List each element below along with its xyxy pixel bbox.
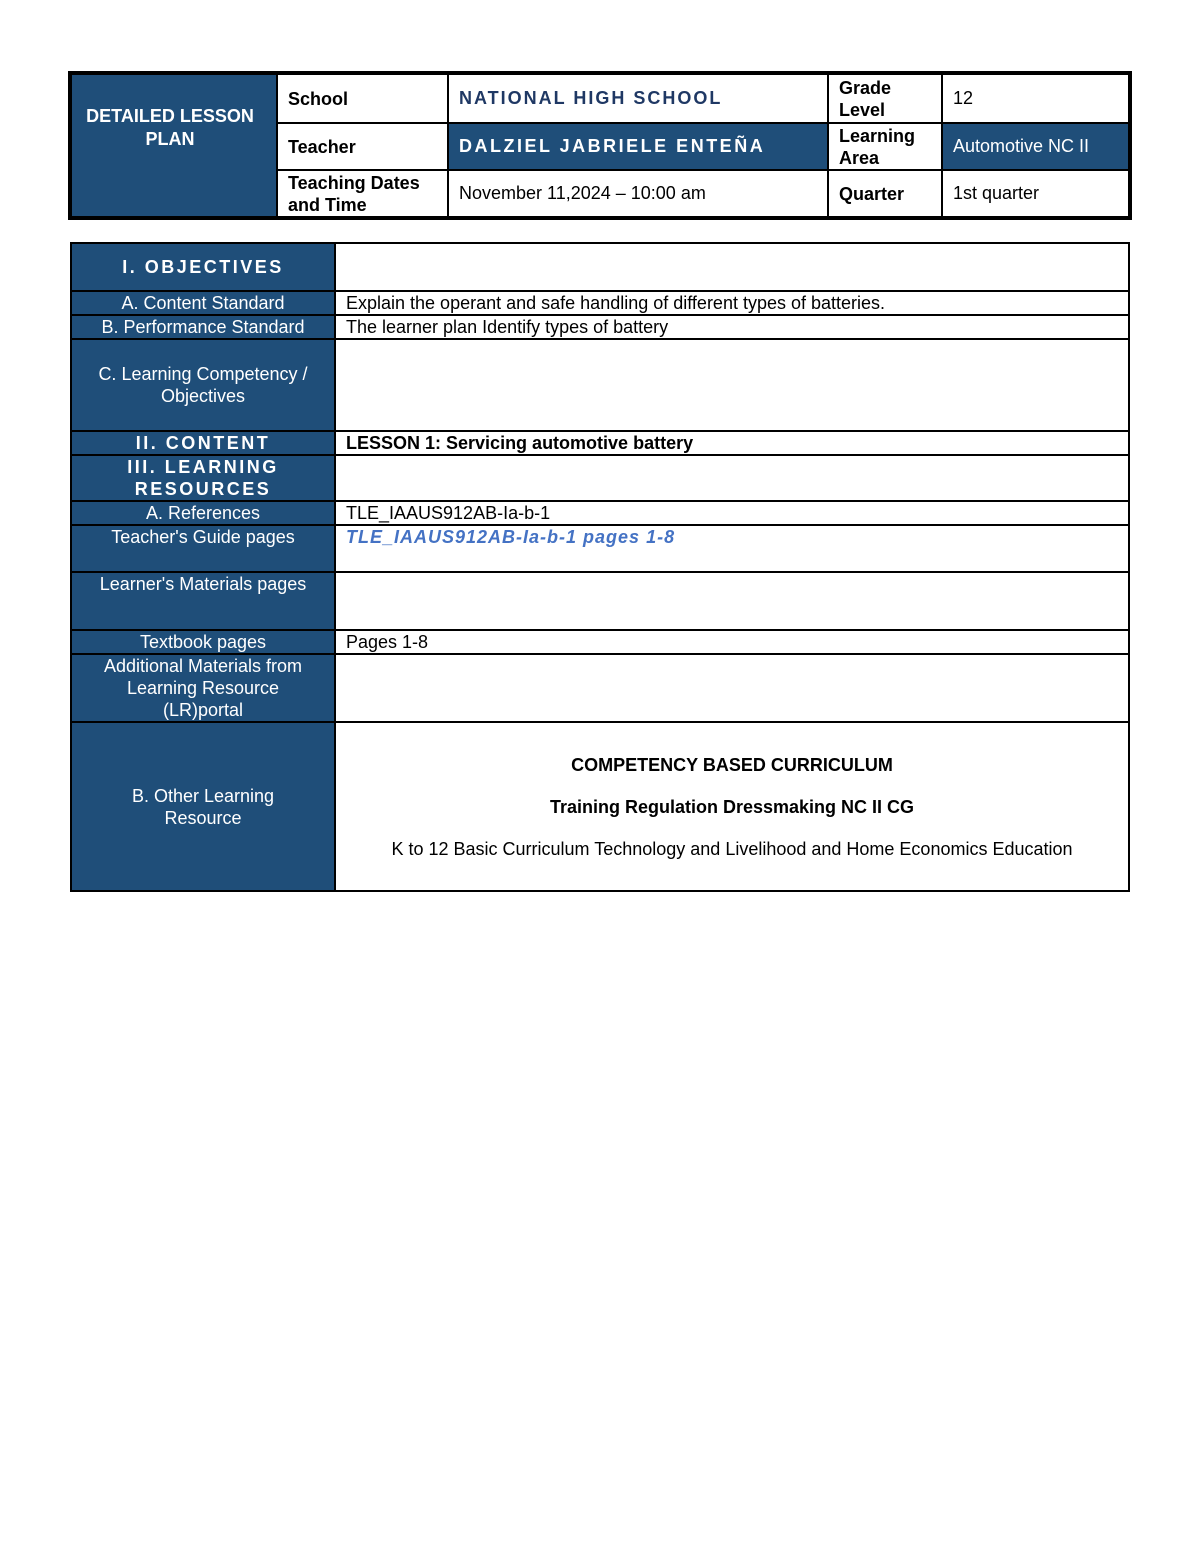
- quarter-value: 1st quarter: [941, 169, 1128, 216]
- content-value: LESSON 1: Servicing automotive battery: [335, 431, 1129, 455]
- learners-materials-label: Learner's Materials pages: [71, 572, 335, 630]
- k12-curriculum: K to 12 Basic Curriculum Technology and Livelihood and Home Economics Education: [391, 838, 1073, 859]
- performance-standard-value: The learner plan Identify types of battery: [335, 315, 1129, 339]
- table-row: [71, 339, 1129, 431]
- learning-resources-heading: [71, 455, 335, 501]
- school-value: NATIONAL HIGH SCHOOL: [447, 75, 827, 122]
- objectives-heading: I. OBJECTIVES: [71, 243, 335, 291]
- additional-materials-value: [335, 654, 1129, 722]
- teacher-value: DALZIEL JABRIELE ENTEÑA: [447, 122, 827, 169]
- textbook-value: Pages 1-8: [335, 630, 1129, 654]
- training-regulation: Training Regulation Dressmaking NC II CG: [549, 796, 915, 817]
- table-row: [71, 654, 1129, 722]
- table-row: [71, 291, 1129, 315]
- grade-level-label: Grade Level: [827, 75, 941, 122]
- teaching-dates-label: Teaching Dates and Time: [276, 169, 447, 216]
- learning-resources-text: III. LEARNING RESOURCES: [127, 457, 279, 499]
- table-row: [71, 315, 1129, 339]
- table-row: [71, 243, 1129, 291]
- table-row: [71, 572, 1129, 630]
- references-value: TLE_IAAUS912AB-Ia-b-1: [335, 501, 1129, 525]
- teachers-guide-link[interactable]: TLE_IAAUS912AB-Ia-b-1 pages 1-8: [335, 525, 1129, 572]
- lesson-plan-table: [70, 242, 1130, 892]
- additional-materials-text: Additional Materials from Learning Resource (LR)portal: [103, 656, 303, 720]
- teacher-label: Teacher: [276, 122, 447, 169]
- other-resource-label: [71, 722, 335, 891]
- other-resource-text: B. Other Learning Resource: [131, 785, 275, 828]
- learning-area-value: Automotive NC II: [941, 122, 1128, 169]
- table-row: [71, 501, 1129, 525]
- teachers-guide-label: Teacher's Guide pages: [71, 525, 335, 572]
- learning-resources-cell: [335, 455, 1129, 501]
- table-row: [71, 525, 1129, 572]
- grade-level-value: 12: [941, 75, 1128, 122]
- teaching-dates-value: November 11,2024 – 10:00 am: [447, 169, 827, 216]
- document-title: DETAILED LESSON PLAN: [72, 75, 276, 216]
- table-row: [71, 431, 1129, 455]
- learning-area-label: Learning Area: [827, 122, 941, 169]
- learning-competency-label: [71, 339, 335, 431]
- school-label: School: [276, 75, 447, 122]
- objectives-cell: [335, 243, 1129, 291]
- content-heading: II. CONTENT: [71, 431, 335, 455]
- quarter-label: Quarter: [827, 169, 941, 216]
- table-row: [71, 455, 1129, 501]
- references-label: A. References: [71, 501, 335, 525]
- other-resource-value: [335, 722, 1129, 891]
- content-standard-label: A. Content Standard: [71, 291, 335, 315]
- table-row: [71, 630, 1129, 654]
- additional-materials-label: [71, 654, 335, 722]
- learners-materials-value: [335, 572, 1129, 630]
- table-row: [71, 722, 1129, 891]
- learning-competency-value: [335, 339, 1129, 431]
- lesson-plan-header: [68, 71, 1132, 220]
- performance-standard-label: B. Performance Standard: [71, 315, 335, 339]
- content-standard-value: Explain the operant and safe handling of different types of batteries.: [335, 291, 1129, 315]
- cbc-title: COMPETENCY BASED CURRICULUM: [571, 754, 893, 775]
- learning-competency-text: C. Learning Competency / Objectives: [98, 364, 308, 406]
- textbook-label: Textbook pages: [71, 630, 335, 654]
